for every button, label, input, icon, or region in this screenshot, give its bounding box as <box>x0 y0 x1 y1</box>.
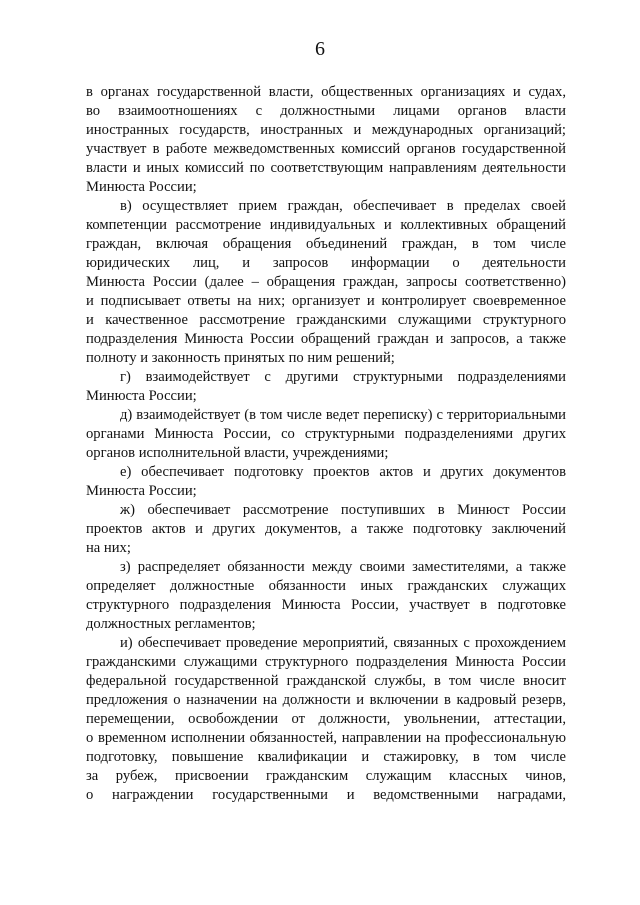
text-line: федеральной государственной гражданской службы, в том числе вносит <box>86 673 566 689</box>
text-line: е) обеспечивает подготовку проектов актов и других документов <box>120 464 566 480</box>
text-line: гражданскими служащими структурного подразделения Минюста России <box>86 654 566 670</box>
text-line: Минюста России; <box>86 179 197 195</box>
text-line: определяет должностные обязанности иных гражданских служащих <box>86 578 566 594</box>
text-line: и) обеспечивает проведение мероприятий, связанных с прохождением <box>120 635 566 651</box>
text-line: иностранных государств, иностранных и международных организаций; <box>86 122 566 138</box>
text-line: подготовку, повышение квалификации и стажировку, в том числе <box>86 749 566 765</box>
text-line: з) распределяет обязанности между своими заместителями, а также <box>120 559 566 575</box>
body-text <box>86 83 566 805</box>
text-line: о временном исполнении обязанностей, направлении на профессиональную <box>86 730 566 746</box>
text-line: структурного подразделения Минюста России, участвует в подготовке <box>86 597 566 613</box>
text-line: перемещении, освобождении от должности, увольнении, аттестации, <box>86 711 566 727</box>
text-line: и подписывает ответы на них; организует и контролирует своевременное <box>86 293 566 309</box>
text-line: полноту и законность принятых по ним решений; <box>86 350 395 366</box>
text-line: власти и иных комиссий по соответствующим направлениям деятельности <box>86 160 566 176</box>
text-line: во взаимоотношениях с должностными лицами органов власти <box>86 103 566 119</box>
text-line: за рубеж, присвоении гражданским служащим классных чинов, <box>86 768 566 784</box>
text-line: компетенции рассмотрение индивидуальных и коллективных обращений <box>86 217 566 233</box>
text-line: предложения о назначении на должности и включении в кадровый резерв, <box>86 692 566 708</box>
text-line: в органах государственной власти, общественных организациях и судах, <box>86 84 566 100</box>
text-line: органов исполнительной власти, учреждениями; <box>86 445 389 461</box>
text-line: юридических лиц, и запросов информации о деятельности <box>86 255 566 271</box>
text-line: участвует в работе межведомственных комиссий органов государственной <box>86 141 566 157</box>
text-line: Минюста России; <box>86 388 197 404</box>
text-line: проектов актов и других документов, а также подготовку заключений <box>86 521 566 537</box>
text-line: о награждении государственными и ведомственными наградами, <box>86 787 566 803</box>
text-line: ж) обеспечивает рассмотрение поступивших в Минюст России <box>120 502 566 518</box>
text-line: органами Минюста России, со структурными подразделениями других <box>86 426 566 442</box>
text-line: в) осуществляет прием граждан, обеспечивает в пределах своей <box>120 198 566 214</box>
text-line: подразделения Минюста России обращений граждан и запросов, а также <box>86 331 566 347</box>
text-line: граждан, включая обращения объединений граждан, в том числе <box>86 236 566 252</box>
page-number: 6 <box>315 38 325 60</box>
text-line: г) взаимодействует с другими структурными подразделениями <box>120 369 566 385</box>
text-line: Минюста России; <box>86 483 197 499</box>
text-line: на них; <box>86 540 131 556</box>
text-line: Минюста России (далее – обращения граждан, запросы соответственно) <box>86 274 566 290</box>
text-line: должностных регламентов; <box>86 616 256 632</box>
text-line: д) взаимодействует (в том числе ведет переписку) с территориальными <box>120 407 566 423</box>
text-line: и качественное рассмотрение гражданскими служащими структурного <box>86 312 566 328</box>
